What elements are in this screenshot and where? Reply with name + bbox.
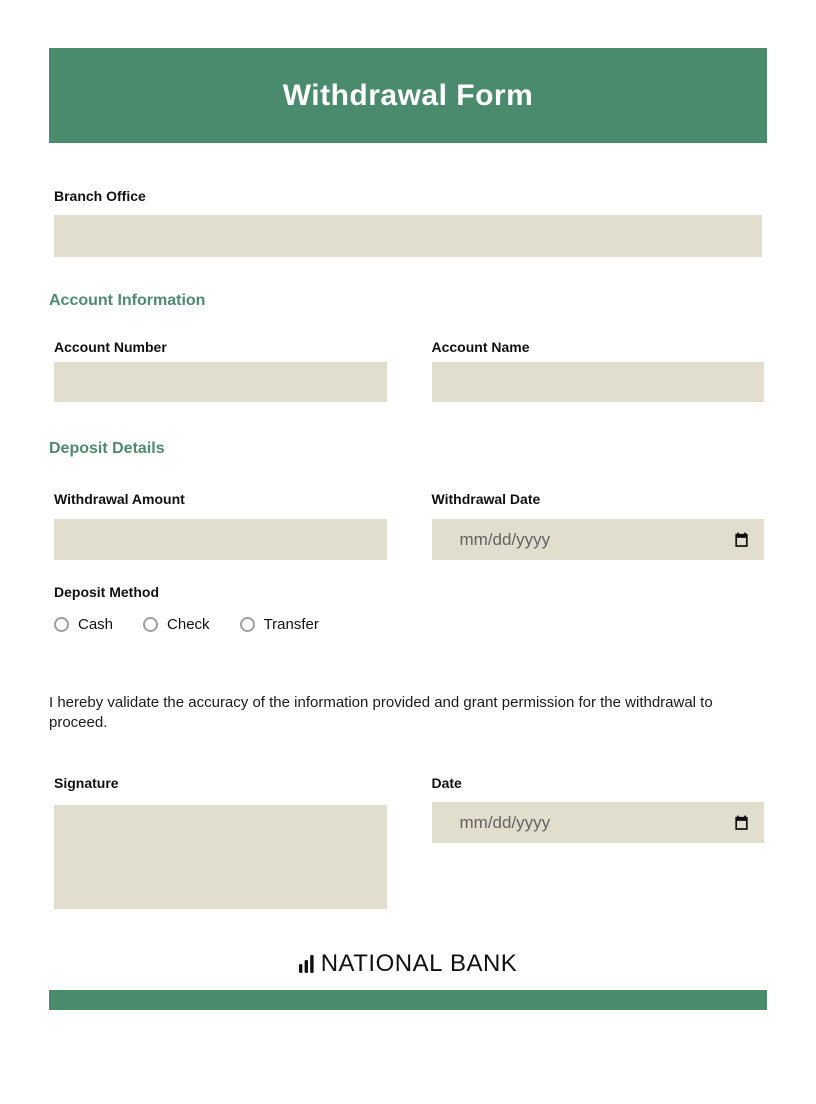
radio-transfer-label: Transfer: [263, 616, 319, 633]
bar-chart-icon: [299, 954, 316, 973]
account-name-input[interactable]: [432, 362, 765, 402]
date-label: Date: [431, 775, 462, 791]
radio-check-icon[interactable]: [143, 617, 158, 632]
branch-office-label: Branch Office: [54, 188, 146, 204]
bank-logo: [49, 950, 767, 978]
radio-option-check[interactable]: [143, 616, 210, 633]
header-banner: [49, 48, 767, 143]
account-name-label: Account Name: [431, 339, 530, 355]
radio-transfer-icon[interactable]: [240, 617, 255, 632]
footer-bar: [49, 990, 767, 1010]
radio-option-cash[interactable]: [54, 616, 113, 633]
radio-cash-icon[interactable]: [54, 617, 69, 632]
branch-office-input[interactable]: [54, 215, 762, 257]
bank-logo-text: [321, 950, 518, 978]
deposit-details-heading: Deposit Details: [49, 440, 165, 457]
withdrawal-date-field[interactable]: [432, 519, 765, 560]
consent-statement: I hereby validate the accuracy of the information provided and grant permission for the withdrawal to proceed.: [49, 694, 713, 731]
signature-label: Signature: [54, 775, 119, 791]
signature-pad[interactable]: [54, 805, 387, 909]
radio-cash-label: Cash: [78, 616, 114, 633]
page-title: Withdrawal Form: [282, 78, 534, 112]
radio-check-label: Check: [167, 616, 210, 633]
calendar-icon[interactable]: [733, 531, 750, 549]
form-page: [49, 48, 767, 1010]
date-input[interactable]: [460, 813, 734, 833]
deposit-method-label: Deposit Method: [54, 584, 159, 600]
withdrawal-date-input[interactable]: [460, 530, 734, 550]
date-field[interactable]: [432, 802, 765, 843]
bank-logo-word2: BANK: [449, 950, 518, 977]
account-number-input[interactable]: [54, 362, 387, 402]
account-number-label: Account Number: [54, 339, 167, 355]
bank-logo-word1: NATIONAL: [320, 950, 443, 977]
withdrawal-amount-label: Withdrawal Amount: [54, 491, 185, 507]
radio-option-transfer[interactable]: [240, 616, 319, 633]
account-information-heading: Account Information: [49, 292, 206, 309]
withdrawal-amount-input[interactable]: [54, 519, 387, 560]
deposit-method-options: [54, 616, 767, 633]
withdrawal-date-label: Withdrawal Date: [431, 491, 541, 507]
calendar-icon[interactable]: [733, 814, 750, 832]
